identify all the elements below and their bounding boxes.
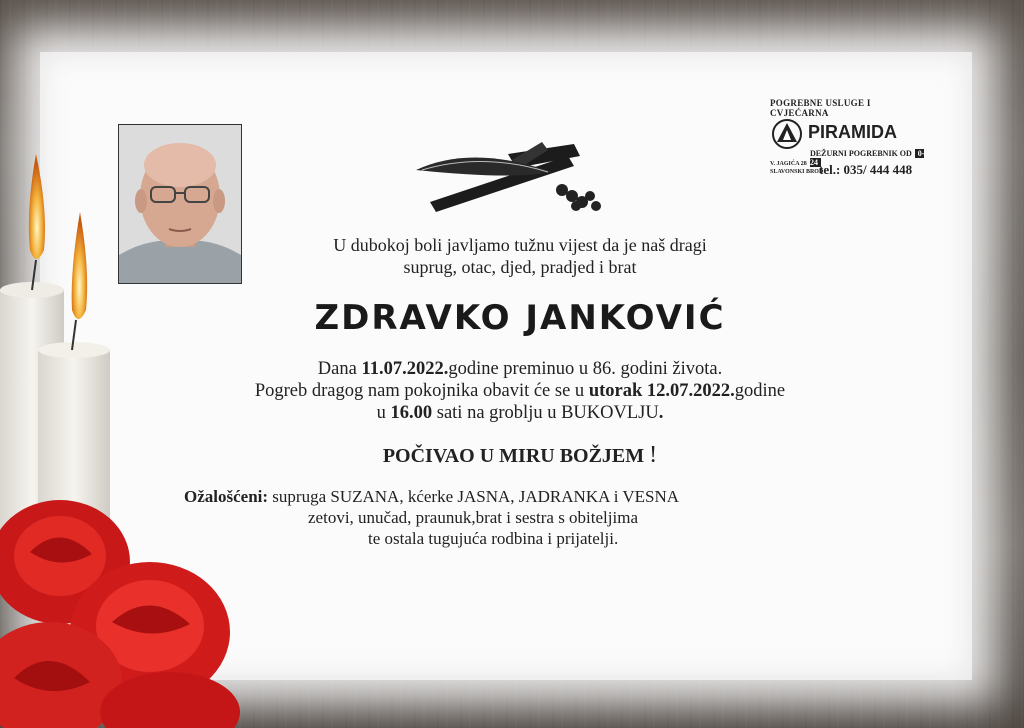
funeral-home-logo (770, 98, 930, 177)
intro-line2: suprug, otac, djed, pradjed i brat (403, 257, 637, 277)
funeral-date: utorak 12.07.2022. (588, 381, 735, 401)
death-pre: Dana (317, 359, 362, 379)
duty-hours: 0-24 (810, 149, 925, 167)
cross-with-palm-icon (412, 140, 608, 216)
time-line (150, 402, 890, 424)
address-line1: V. JAGIĆA 28 (770, 161, 807, 167)
funeral-home-header: POGREBNE USLUGE I CVJEĆARNA (770, 98, 871, 118)
funeral-home-name: PIRAMIDA (808, 122, 897, 142)
mourners-line3: te ostala tugujuća rodbina i prijatelji. (368, 529, 619, 548)
candle-icon (0, 150, 120, 550)
mourners-label: Ožalošćeni: (184, 487, 269, 506)
mourners-line2: zetovi, unučad, praunuk,brat i sestra s obiteljima (308, 508, 638, 527)
details-text (150, 358, 890, 424)
time-post: sati na groblju u BUKOVLJU (432, 403, 659, 423)
red-rose-icon (0, 492, 240, 728)
deceased-name: ZDRAVKO JANKOVIĆ (314, 298, 726, 338)
mourners-text1: supruga SUZANA, kćerke JASNA, JADRANKA i VESNA (268, 487, 680, 506)
phone: tel.: 035/ 444 448 (819, 162, 913, 177)
funeral-time: 16.00 (390, 403, 433, 423)
address-line2: SLAVONSKI BROD (770, 169, 824, 175)
rip-phrase: POČIVAO U MIRU BOŽJEM (382, 445, 645, 467)
mourners-line1 (184, 486, 904, 507)
pyramid-logo-icon (770, 118, 804, 150)
funeral-post: godine (734, 381, 786, 401)
duty-label: DEŽURNI POGREBNIK OD (810, 149, 912, 158)
death-post: godine preminuo u 86. godini života. (448, 359, 723, 379)
death-date: 11.07.2022. (361, 359, 449, 379)
rip-mark: ! (649, 442, 658, 468)
time-pre: u (376, 403, 391, 423)
address (770, 160, 823, 176)
funeral-line (150, 380, 890, 402)
intro-line1: U dubokoj boli javljamo tužnu vijest da je naš dragi (333, 235, 707, 255)
mourners-block (184, 486, 904, 549)
funeral-pre: Pogreb dragog nam pokojnika obavit će se u (254, 381, 589, 401)
time-end: . (658, 403, 664, 423)
death-line (150, 358, 890, 380)
rip-text (150, 442, 890, 469)
intro-text (150, 234, 890, 278)
